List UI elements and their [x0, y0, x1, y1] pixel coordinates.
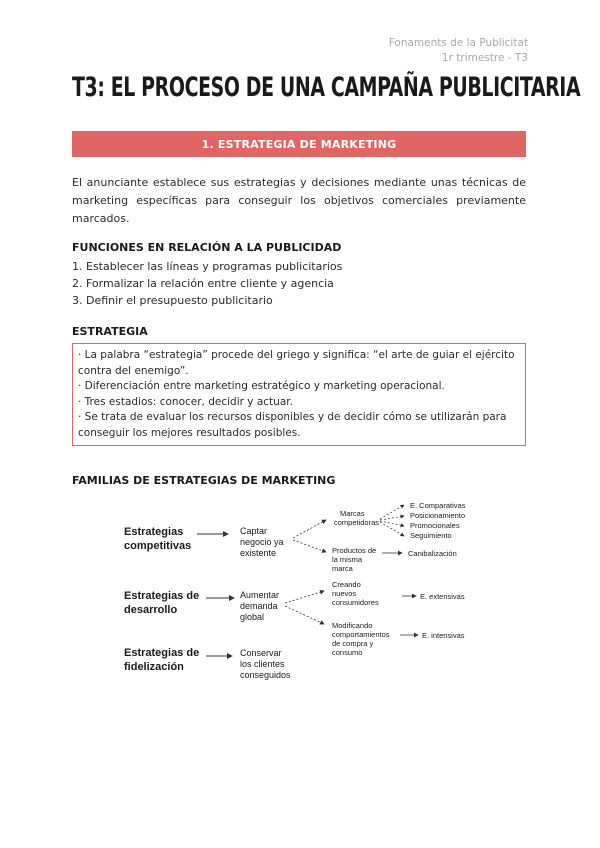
familias-heading: FAMILIAS DE ESTRATEGIAS DE MARKETING — [72, 474, 336, 487]
header-subject: Fonaments de la Publicitat — [388, 37, 528, 49]
arrow — [380, 522, 404, 536]
marcas-competidoras: Marcas competidoras — [334, 509, 380, 527]
list-item: · Se trata de evaluar los recursos disponibles y de decidir cómo se utilizarán para conseguir los mejores resultados posibles. — [78, 411, 507, 439]
list-item: 1. Establecer las líneas y programas publicitarios — [72, 260, 343, 273]
funciones-list — [72, 258, 342, 309]
productos-misma-marca: Productos de la misma marca — [332, 546, 377, 573]
marcas-items: E. Comparativas Posicionamiento Promocionales Seguimiento — [410, 501, 466, 540]
arrow — [293, 540, 326, 552]
creando-consumidores: Creando nuevos consumidores — [332, 580, 379, 607]
strategy-diagram — [0, 490, 600, 690]
list-item: 2. Formalizar la relación entre cliente y agencia — [72, 277, 334, 290]
estrategia-heading: ESTRATEGIA — [72, 325, 148, 338]
desarrollo-action: Aumentar demanda global — [240, 590, 280, 622]
competitivas-label: Estrategias competitivas — [124, 526, 192, 552]
arrow — [285, 591, 324, 603]
estrategia-box — [72, 343, 526, 446]
canibalizacion: Canibalización — [408, 549, 457, 558]
competitivas-action: Captar negocio ya existente — [240, 526, 284, 558]
funciones-heading: FUNCIONES EN RELACIÓN A LA PUBLICIDAD — [72, 241, 342, 254]
list-item: · La palabra “estrategia” procede del griego y significa: “el arte de guiar el ejército contra del enemigo”. — [78, 349, 515, 377]
arrow — [380, 521, 404, 526]
page-title: T3: EL PROCESO DE UNA CAMPAÑA PUBLICITARIA — [72, 72, 581, 103]
arrow — [293, 520, 326, 538]
intro-paragraph: El anunciante establece sus estrategias y decisiones mediante unas técnicas de marketing específicas para conseguir los objetivos comerciales previamente marcados. — [72, 176, 526, 225]
fidelizacion-label: Estrategias de fidelización — [124, 647, 200, 673]
modificando-comportamientos: Modificando comportamientos de compra y consumo — [332, 621, 390, 657]
page-header — [389, 36, 528, 66]
list-item: · Diferenciación entre marketing estratégico y marketing operacional. — [78, 380, 445, 392]
list-item: 3. Definir el presupuesto publicitario — [72, 294, 273, 307]
section-banner: 1. ESTRATEGIA DE MARKETING — [72, 131, 526, 157]
intensivas: E. intensivas — [422, 631, 465, 640]
header-term: 1r trimestre - T3 — [441, 52, 528, 64]
desarrollo-label: Estrategias de desarrollo — [124, 590, 200, 616]
extensivas: E. extensivas — [420, 592, 465, 601]
list-item: · Tres estadios: conocer, decidir y actuar. — [78, 395, 293, 408]
arrow — [285, 606, 324, 624]
fidelizacion-action: Conservar los clientes conseguidos — [240, 648, 291, 680]
